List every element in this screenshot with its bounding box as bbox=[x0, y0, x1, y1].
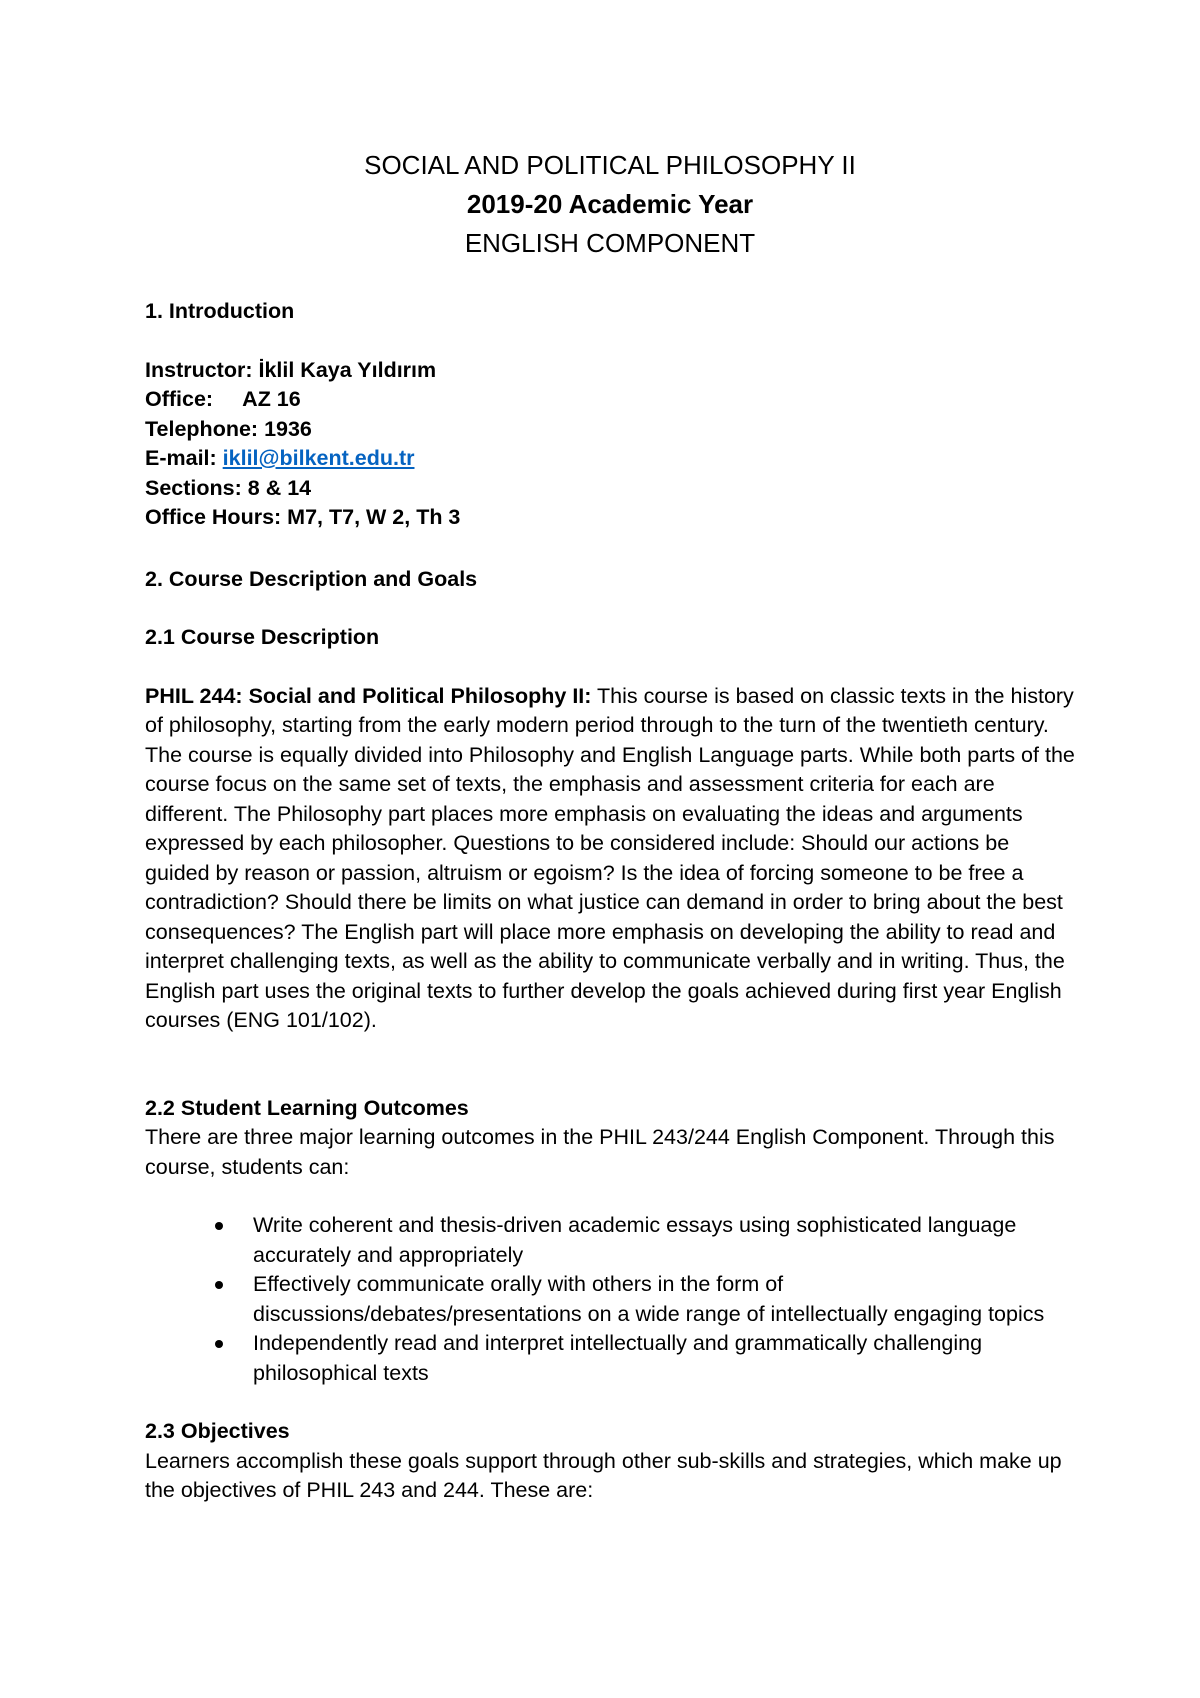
document-body bbox=[145, 146, 1075, 1506]
office-label: Office: bbox=[145, 387, 214, 411]
title-component: ENGLISH COMPONENT bbox=[464, 228, 756, 258]
objectives-intro: Learners accomplish these goals support through other sub-skills and strategies, which make up the objectives of PHIL 243 and 244. These are: bbox=[145, 1448, 1062, 1502]
telephone-line bbox=[145, 415, 1075, 445]
course-description-body: This course is based on classic texts in the history of philosophy, starting from the early modern period through to the turn of the twentieth century. The course is equally divided into Philosophy and English Language parts. While both parts of the course focus on the same set of texts, the emphasis and assessment criteria for each are different. The Philosophy part places more emphasis on evaluating the ideas and arguments expressed by each philosopher. Questions to be considered include: Should our actions be guided by reason or passion, altruism or egoism? Is the idea of forcing someone to be free a contradiction? Should there be limits on what justice can demand in order to bring about the best consequences? The English part will place more emphasis on developing the ability to read and interpret challenging texts, as well as the ability to communicate verbally and in writing. Thus, the English part uses the original texts to further develop the goals achieved during first year English courses (ENG 101/102). bbox=[145, 683, 1075, 1032]
email-line bbox=[145, 444, 1075, 474]
outcome-text: Effectively communicate orally with others in the form of discussions/debates/presentations on a wide range of intellectually engaging topics bbox=[253, 1272, 1045, 1326]
office-hours-line bbox=[145, 503, 1075, 533]
bullet-icon bbox=[215, 1281, 223, 1289]
outcome-text: Write coherent and thesis-driven academic essays using sophisticated language accurately and appropriately bbox=[253, 1213, 1017, 1267]
outcome-text: Independently read and interpret intellectually and grammatically challenging philosophical texts bbox=[253, 1331, 983, 1385]
email-label: E-mail: bbox=[145, 446, 217, 470]
office-hours-value: M7, T7, W 2, Th 3 bbox=[287, 505, 461, 529]
bullet-icon bbox=[215, 1222, 223, 1230]
instructor-info bbox=[145, 356, 1075, 533]
title-academic-year: 2019-20 Academic Year bbox=[466, 189, 754, 219]
bullet-icon bbox=[215, 1340, 223, 1348]
instructor-line bbox=[145, 356, 1075, 386]
spacer bbox=[145, 1388, 1075, 1417]
spacer bbox=[145, 1182, 1075, 1211]
section-2-3-heading: 2.3 Objectives bbox=[145, 1419, 290, 1443]
section-2-heading: 2. Course Description and Goals bbox=[145, 566, 478, 591]
section-1-heading: 1. Introduction bbox=[145, 299, 295, 323]
sections-label: Sections: bbox=[145, 475, 242, 500]
telephone-value: 1936 bbox=[264, 416, 312, 441]
email-link[interactable]: iklil@bilkent.edu.tr bbox=[222, 446, 415, 470]
outcomes-intro: There are three major learning outcomes in the PHIL 243/244 English Component. Through this course, students can: bbox=[145, 1125, 1055, 1179]
section-2-2-heading: 2.2 Student Learning Outcomes bbox=[145, 1095, 469, 1120]
title-course-name: SOCIAL AND POLITICAL PHILOSOPHY II bbox=[364, 150, 856, 180]
spacer bbox=[145, 327, 1075, 356]
sections-line bbox=[145, 474, 1075, 504]
instructor-label: Instructor: bbox=[145, 357, 253, 382]
list-item bbox=[253, 1211, 1075, 1270]
spacer bbox=[145, 594, 1075, 623]
learning-outcomes-list bbox=[145, 1211, 1075, 1388]
office-hours-label: Office Hours: bbox=[145, 505, 282, 529]
office-value: AZ 16 bbox=[242, 387, 301, 411]
office-line bbox=[145, 385, 1075, 415]
spacer bbox=[145, 1036, 1075, 1094]
spacer bbox=[145, 533, 1075, 565]
list-item bbox=[253, 1270, 1075, 1329]
course-description-lead: PHIL 244: Social and Political Philosophy II: bbox=[145, 683, 592, 708]
telephone-label: Telephone: bbox=[145, 416, 259, 441]
course-description bbox=[145, 682, 1075, 1036]
section-2-1-heading: 2.1 Course Description bbox=[145, 625, 380, 649]
instructor-name: İklil Kaya Yıldırım bbox=[258, 357, 437, 382]
document-title bbox=[145, 146, 1075, 263]
list-item bbox=[253, 1329, 1075, 1388]
sections-value: 8 & 14 bbox=[247, 475, 312, 500]
spacer bbox=[145, 653, 1075, 682]
